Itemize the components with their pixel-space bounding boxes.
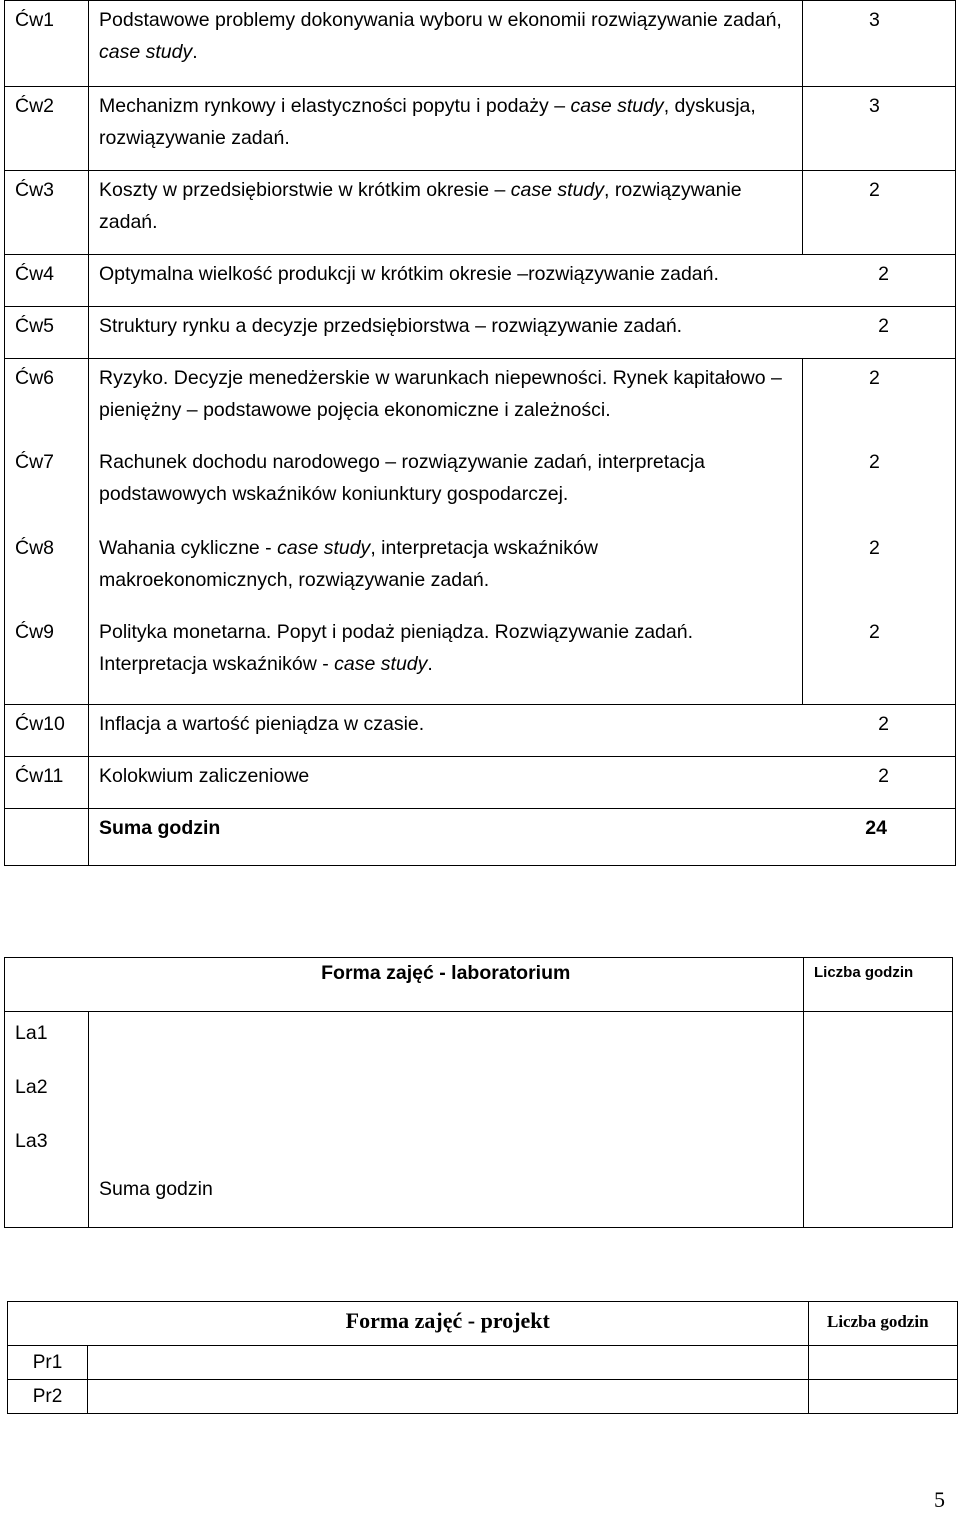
row-code: Ćw11 xyxy=(5,757,89,809)
sum-label: Suma godzin xyxy=(99,817,221,839)
row-code: Ćw3 xyxy=(5,171,89,255)
table-row xyxy=(5,1012,953,1066)
row-code: Ćw4 xyxy=(5,255,89,307)
row-hours: 3 xyxy=(803,87,956,171)
row-topic: Wahania cykliczne - case study, interpretacja wskaźników makroekonomicznych, rozwiązywanie zadań. xyxy=(89,529,803,613)
row-code: Ćw7 xyxy=(5,443,89,529)
laboratory-table xyxy=(4,957,953,1228)
sum-row xyxy=(5,1174,953,1228)
sum-row xyxy=(5,809,956,866)
row-hours: 2 xyxy=(803,171,956,255)
table-row xyxy=(8,1380,958,1414)
row-code: Ćw1 xyxy=(5,1,89,87)
row-code: Ćw8 xyxy=(5,529,89,613)
exercises-table xyxy=(4,0,956,866)
table-row xyxy=(5,613,956,705)
row-hours: 2 xyxy=(878,315,889,337)
row-hours: 3 xyxy=(803,1,956,87)
table-row xyxy=(8,1346,958,1380)
table-row xyxy=(5,255,956,307)
row-topic: Podstawowe problemy dokonywania wyboru w ekonomii rozwiązywanie zadań, case study. xyxy=(89,1,803,87)
row-code: Pr1 xyxy=(8,1346,88,1380)
row-code: Pr2 xyxy=(8,1380,88,1414)
table-row xyxy=(5,307,956,359)
page-number: 5 xyxy=(934,1487,945,1512)
row-topic: Polityka monetarna. Popyt i podaż pieniądza. Rozwiązywanie zadań. Interpretacja wskaźników - case study. xyxy=(89,613,803,705)
row-topic: Optymalna wielkość produkcji w krótkim okresie –rozwiązywanie zadań. 2 xyxy=(89,255,956,307)
table-row xyxy=(5,1,956,87)
table-row xyxy=(5,705,956,757)
laboratory-title: Forma zajęć - laboratorium xyxy=(89,958,804,1012)
row-hours: 2 xyxy=(803,613,956,705)
table-header-row xyxy=(5,958,953,1012)
table-row xyxy=(5,1066,953,1120)
project-table xyxy=(7,1301,958,1414)
row-code: La3 xyxy=(5,1120,89,1174)
row-code: Ćw6 xyxy=(5,359,89,443)
row-code: Ćw9 xyxy=(5,613,89,705)
row-code: La1 xyxy=(5,1012,89,1066)
sum-label: Suma godzin xyxy=(89,1174,804,1228)
table-row xyxy=(5,1120,953,1174)
row-topic: Rachunek dochodu narodowego – rozwiązywanie zadań, interpretacja podstawowych wskaźników koniunktury gospodarczej. xyxy=(89,443,803,529)
table-row xyxy=(5,359,956,443)
row-hours: 2 xyxy=(803,443,956,529)
table-row xyxy=(5,443,956,529)
table-header-row xyxy=(8,1302,958,1346)
table-row xyxy=(5,171,956,255)
row-hours: 2 xyxy=(878,713,889,735)
row-topic: Ryzyko. Decyzje menedżerskie w warunkach niepewności. Rynek kapitałowo – pieniężny – podstawowe pojęcia ekonomiczne i zależności. xyxy=(89,359,803,443)
row-hours: 2 xyxy=(878,263,889,285)
table-row xyxy=(5,529,956,613)
row-topic: Koszty w przedsiębiorstwie w krótkim okresie – case study, rozwiązywanie zadań. xyxy=(89,171,803,255)
hours-header: Liczba godzin xyxy=(804,958,953,1012)
sum-value: 24 xyxy=(865,817,887,839)
hours-header: Liczba godzin xyxy=(809,1302,958,1346)
row-code: Ćw2 xyxy=(5,87,89,171)
row-topic: Inflacja a wartość pieniądza w czasie. 2 xyxy=(89,705,956,757)
row-code: Ćw10 xyxy=(5,705,89,757)
row-topic: Struktury rynku a decyzje przedsiębiorstwa – rozwiązywanie zadań. 2 xyxy=(89,307,956,359)
row-hours: 2 xyxy=(803,359,956,443)
row-hours: 2 xyxy=(803,529,956,613)
row-code: Ćw5 xyxy=(5,307,89,359)
row-hours: 2 xyxy=(878,765,889,787)
table-row xyxy=(5,87,956,171)
row-code: La2 xyxy=(5,1066,89,1120)
table-row xyxy=(5,757,956,809)
row-topic: Kolokwium zaliczeniowe 2 xyxy=(89,757,956,809)
project-title: Forma zajęć - projekt xyxy=(88,1302,809,1346)
row-topic: Mechanizm rynkowy i elastyczności popytu i podaży – case study, dyskusja, rozwiązywanie zadań. xyxy=(89,87,803,171)
